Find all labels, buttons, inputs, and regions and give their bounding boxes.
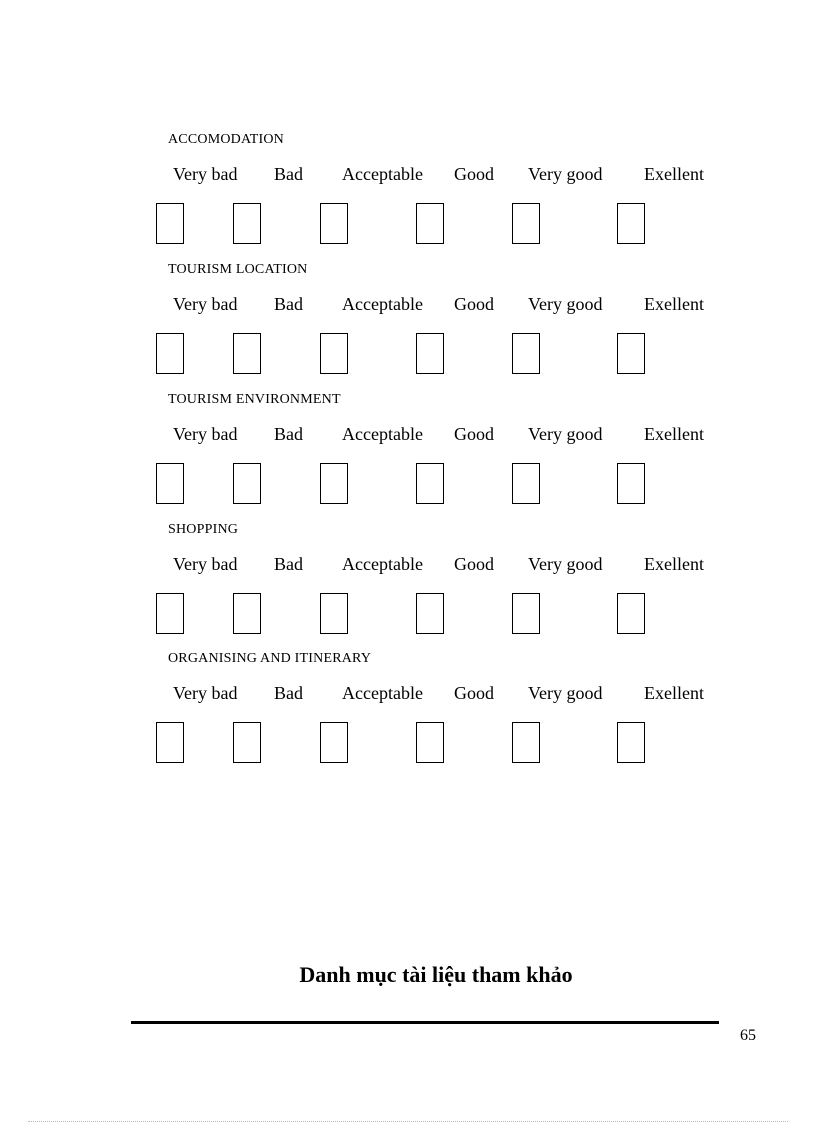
footer-rule <box>131 1021 719 1024</box>
rating-checkbox[interactable] <box>617 463 645 504</box>
rating-option-label: Very good <box>528 294 603 314</box>
rating-checkbox[interactable] <box>233 203 261 244</box>
rating-checkbox[interactable] <box>617 722 645 763</box>
rating-option-label: Exellent <box>644 164 704 184</box>
rating-option-label: Good <box>454 554 494 574</box>
rating-checkbox[interactable] <box>512 722 540 763</box>
rating-checkbox[interactable] <box>512 463 540 504</box>
rating-option-label: Good <box>454 294 494 314</box>
rating-option-label: Very good <box>528 424 603 444</box>
rating-checkbox[interactable] <box>233 333 261 374</box>
rating-option-label: Bad <box>274 683 303 703</box>
rating-option-label: Very bad <box>173 683 238 703</box>
rating-checkbox[interactable] <box>156 333 184 374</box>
rating-checkbox[interactable] <box>233 593 261 634</box>
rating-checkbox[interactable] <box>512 333 540 374</box>
rating-checkbox[interactable] <box>512 203 540 244</box>
rating-checkbox[interactable] <box>617 593 645 634</box>
rating-option-label: Good <box>454 424 494 444</box>
rating-option-label: Exellent <box>644 424 704 444</box>
rating-option-label: Bad <box>274 164 303 184</box>
rating-option-label: Very bad <box>173 294 238 314</box>
rating-checkbox[interactable] <box>156 722 184 763</box>
rating-option-label: Acceptable <box>342 294 423 314</box>
rating-option-label: Bad <box>274 424 303 444</box>
rating-option-label: Acceptable <box>342 683 423 703</box>
rating-option-label: Very good <box>528 164 603 184</box>
rating-option-label: Exellent <box>644 554 704 574</box>
rating-option-label: Exellent <box>644 683 704 703</box>
rating-checkbox[interactable] <box>320 593 348 634</box>
rating-option-label: Acceptable <box>342 554 423 574</box>
rating-option-label: Bad <box>274 294 303 314</box>
rating-checkbox[interactable] <box>416 333 444 374</box>
page-bottom-border <box>28 1121 788 1122</box>
rating-checkbox[interactable] <box>512 593 540 634</box>
section-title: ORGANISING AND ITINERARY <box>168 651 372 666</box>
rating-checkbox[interactable] <box>156 463 184 504</box>
rating-checkbox[interactable] <box>156 593 184 634</box>
rating-option-label: Exellent <box>644 294 704 314</box>
rating-checkbox[interactable] <box>617 203 645 244</box>
rating-checkbox[interactable] <box>320 463 348 504</box>
rating-option-label: Very bad <box>173 554 238 574</box>
rating-checkbox[interactable] <box>320 203 348 244</box>
rating-checkbox[interactable] <box>320 333 348 374</box>
rating-option-label: Very good <box>528 554 603 574</box>
references-heading: Danh mục tài liệu tham khảo <box>299 962 573 987</box>
rating-option-label: Good <box>454 683 494 703</box>
rating-checkbox[interactable] <box>156 203 184 244</box>
rating-option-label: Very bad <box>173 424 238 444</box>
rating-checkbox[interactable] <box>416 722 444 763</box>
rating-checkbox[interactable] <box>416 463 444 504</box>
rating-option-label: Acceptable <box>342 164 423 184</box>
rating-option-label: Very bad <box>173 164 238 184</box>
section-title: SHOPPING <box>168 522 239 537</box>
section-title: ACCOMODATION <box>168 132 284 147</box>
rating-option-label: Bad <box>274 554 303 574</box>
rating-checkbox[interactable] <box>320 722 348 763</box>
rating-checkbox[interactable] <box>416 203 444 244</box>
rating-option-label: Very good <box>528 683 603 703</box>
rating-option-label: Acceptable <box>342 424 423 444</box>
page-number: 65 <box>740 1027 756 1044</box>
rating-checkbox[interactable] <box>416 593 444 634</box>
section-title: TOURISM LOCATION <box>168 262 308 277</box>
rating-option-label: Good <box>454 164 494 184</box>
rating-checkbox[interactable] <box>233 463 261 504</box>
section-title: TOURISM ENVIRONMENT <box>168 392 341 407</box>
rating-checkbox[interactable] <box>617 333 645 374</box>
rating-checkbox[interactable] <box>233 722 261 763</box>
